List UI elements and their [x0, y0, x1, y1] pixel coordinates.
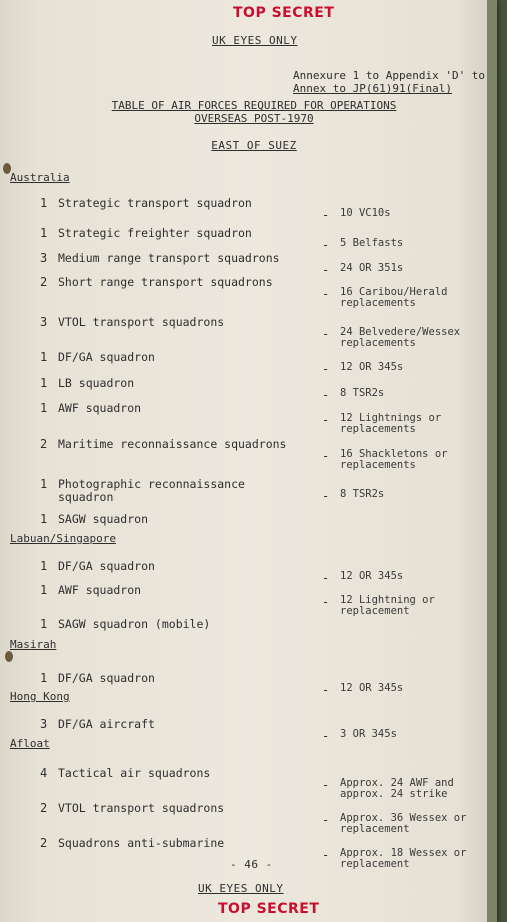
unit-count: 3 [40, 251, 48, 265]
unit-name: SAGW squadron (mobile) [58, 617, 211, 631]
allocation-dash: - [322, 571, 330, 585]
bottom-caveat: UK EYES ONLY [198, 882, 284, 895]
unit-name: Strategic freighter squadron [58, 226, 252, 240]
aircraft-allocation: 5 Belfasts [340, 237, 404, 249]
allocation-dash: - [322, 683, 330, 697]
section-heading: Afloat [10, 737, 50, 750]
unit-count: 2 [40, 275, 48, 289]
aircraft-allocation: 8 TSR2s [340, 488, 385, 500]
allocation-dash: - [322, 595, 330, 609]
aircraft-allocation: 16 Shackletons or replacements [340, 448, 448, 471]
bottom-classification: TOP SECRET [218, 901, 320, 917]
allocation-dash: - [322, 388, 330, 402]
unit-name: LB squadron [58, 376, 135, 390]
unit-count: 1 [40, 401, 48, 415]
unit-name: AWF squadron [58, 583, 142, 597]
allocation-dash: - [322, 327, 330, 341]
allocation-dash: - [322, 778, 330, 792]
unit-count: 2 [40, 836, 48, 850]
unit-count: 1 [40, 559, 48, 573]
aircraft-allocation: 24 Belvedere/Wessex replacements [340, 326, 461, 349]
unit-name: Medium range transport squadrons [58, 251, 280, 265]
allocation-dash: - [322, 489, 330, 503]
aircraft-allocation: 8 TSR2s [340, 387, 385, 399]
unit-name: DF/GA squadron [58, 350, 155, 364]
allocation-dash: - [322, 848, 330, 862]
unit-name: Maritime reconnaissance squadrons [58, 437, 287, 451]
aircraft-allocation: 12 OR 345s [340, 682, 404, 694]
allocation-dash: - [322, 813, 330, 827]
unit-count: 1 [40, 226, 48, 240]
page-number: - 46 - [230, 858, 273, 871]
section-heading: Labuan/Singapore [10, 532, 116, 545]
unit-count: 1 [40, 196, 48, 210]
aircraft-allocation: 3 OR 345s [340, 728, 397, 740]
unit-name: Photographic reconnaissance squadron [58, 477, 245, 504]
region-heading: EAST OF SUEZ [211, 139, 297, 152]
top-classification: TOP SECRET [233, 5, 335, 21]
allocation-dash: - [322, 238, 330, 252]
unit-count: 3 [40, 315, 48, 329]
unit-name: DF/GA squadron [58, 671, 155, 685]
unit-count: 1 [40, 512, 48, 526]
aircraft-allocation: 12 OR 345s [340, 570, 404, 582]
unit-name: DF/GA aircraft [58, 717, 155, 731]
aircraft-allocation: 12 Lightning or replacement [340, 594, 435, 617]
unit-count: 1 [40, 583, 48, 597]
allocation-dash: - [322, 413, 330, 427]
aircraft-allocation: Approx. 24 AWF and approx. 24 strike [340, 777, 454, 800]
aircraft-allocation: 12 OR 345s [340, 361, 404, 373]
aircraft-allocation: Approx. 36 Wessex or replacement [340, 812, 467, 835]
unit-count: 1 [40, 671, 48, 685]
folder-edge [487, 0, 497, 922]
unit-count: 4 [40, 766, 48, 780]
aircraft-allocation: Approx. 18 Wessex or replacement [340, 847, 467, 870]
allocation-dash: - [322, 729, 330, 743]
unit-name: VTOL transport squadrons [58, 801, 225, 815]
unit-name: AWF squadron [58, 401, 142, 415]
unit-count: 3 [40, 717, 48, 731]
unit-name: Strategic transport squadron [58, 196, 252, 210]
unit-count: 2 [40, 801, 48, 815]
top-caveat: UK EYES ONLY [212, 34, 298, 47]
unit-count: 1 [40, 477, 48, 491]
aircraft-allocation: 16 Caribou/Herald replacements [340, 286, 448, 309]
allocation-dash: - [322, 362, 330, 376]
aircraft-allocation: 12 Lightnings or replacements [340, 412, 442, 435]
punch-hole [5, 651, 13, 662]
unit-name: Tactical air squadrons [58, 766, 211, 780]
aircraft-allocation: 10 VC10s [340, 207, 391, 219]
unit-name: DF/GA squadron [58, 559, 155, 573]
title-line-1: TABLE OF AIR FORCES REQUIRED FOR OPERATIONS [111, 99, 397, 112]
section-heading: Masirah [10, 638, 57, 651]
allocation-dash: - [322, 449, 330, 463]
unit-name: VTOL transport squadrons [58, 315, 225, 329]
unit-name: Short range transport squadrons [58, 275, 273, 289]
allocation-dash: - [322, 287, 330, 301]
unit-count: 1 [40, 350, 48, 364]
title-line-2: OVERSEAS POST-1970 [194, 112, 314, 125]
unit-name: Squadrons anti-submarine [58, 836, 225, 850]
unit-count: 1 [40, 376, 48, 390]
aircraft-allocation: 24 OR 351s [340, 262, 404, 274]
allocation-dash: - [322, 208, 330, 222]
unit-count: 2 [40, 437, 48, 451]
reference-line-1: Annexure 1 to Appendix 'D' to [293, 69, 486, 82]
section-heading: Hong Kong [10, 690, 70, 703]
section-heading: Australia [10, 171, 70, 184]
reference-line-2: Annex to JP(61)91(Final) [293, 82, 452, 95]
unit-count: 1 [40, 617, 48, 631]
allocation-dash: - [322, 263, 330, 277]
unit-name: SAGW squadron [58, 512, 149, 526]
